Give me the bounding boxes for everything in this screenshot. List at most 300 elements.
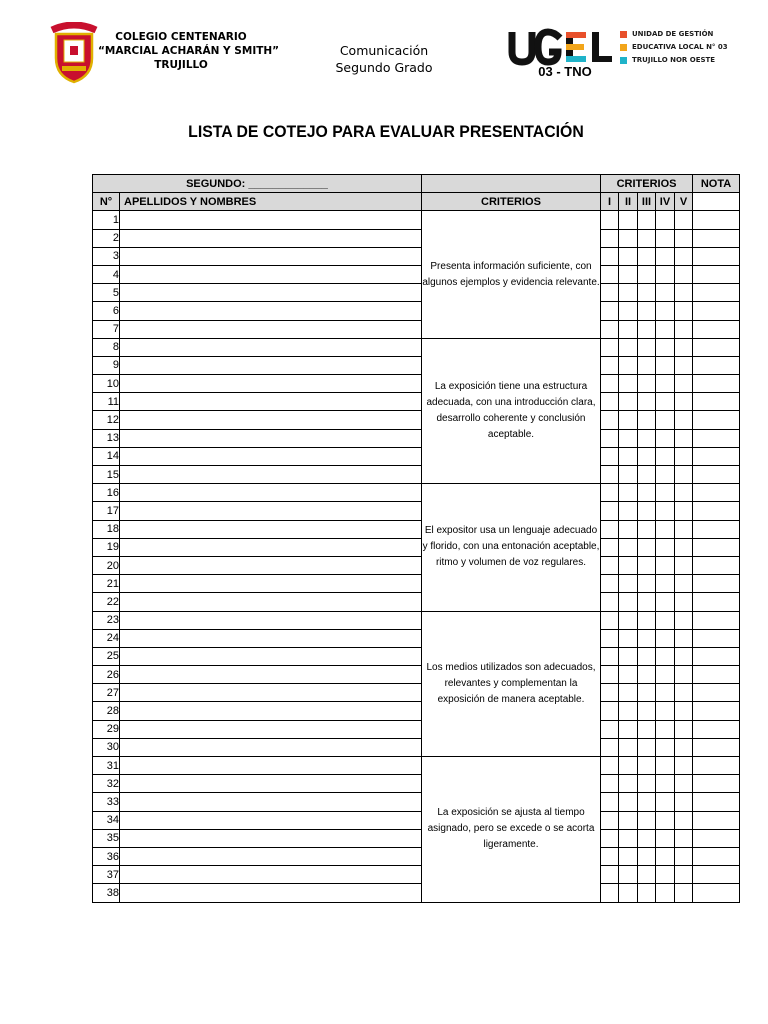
criterion-v-check-cell[interactable] (675, 720, 693, 738)
criterion-iii-check-cell[interactable] (638, 284, 656, 302)
nota-cell[interactable] (693, 284, 740, 302)
row-number: 13 (93, 429, 120, 447)
criterion-ii-check-cell[interactable] (619, 793, 638, 811)
criterion-v-check-cell[interactable] (675, 375, 693, 393)
criterion-i-check-cell[interactable] (601, 247, 619, 265)
nota-cell[interactable] (693, 556, 740, 574)
criterion-iv-check-cell[interactable] (656, 302, 675, 320)
criterion-ii-check-cell[interactable] (619, 466, 638, 484)
criterion-ii-check-cell[interactable] (619, 775, 638, 793)
criterion-v-check-cell[interactable] (675, 593, 693, 611)
criterion-iv-check-cell[interactable] (656, 575, 675, 593)
criterion-description: Presenta información suficiente, con algunos ejemplos y evidencia relevante. (422, 211, 601, 338)
criterion-i-check-cell[interactable] (601, 811, 619, 829)
nota-cell[interactable] (693, 593, 740, 611)
criterion-iii-check-cell[interactable] (638, 211, 656, 229)
criterion-i-check-cell[interactable] (601, 793, 619, 811)
criterion-v-check-cell[interactable] (675, 611, 693, 629)
criterion-iii-check-cell[interactable] (638, 356, 656, 374)
school-name-line3: TRUJILLO (154, 59, 208, 71)
criterion-i-check-cell[interactable] (601, 629, 619, 647)
criterion-iv-check-cell[interactable] (656, 829, 675, 847)
student-name-cell[interactable] (120, 447, 422, 465)
student-name-cell[interactable] (120, 884, 422, 902)
criterion-i-check-cell[interactable] (601, 393, 619, 411)
criterion-iii-check-cell[interactable] (638, 866, 656, 884)
criterion-i-header: I (601, 193, 619, 211)
school-crest-logo (46, 22, 102, 84)
student-name-cell[interactable] (120, 829, 422, 847)
nota-cell[interactable] (693, 229, 740, 247)
criterion-v-check-cell[interactable] (675, 466, 693, 484)
criterion-i-check-cell[interactable] (601, 211, 619, 229)
criterion-iii-check-cell[interactable] (638, 666, 656, 684)
student-name-cell[interactable] (120, 575, 422, 593)
criterion-iv-check-cell[interactable] (656, 229, 675, 247)
criterion-ii-check-cell[interactable] (619, 447, 638, 465)
criterion-iv-check-cell[interactable] (656, 611, 675, 629)
nota-cell[interactable] (693, 811, 740, 829)
nota-cell[interactable] (693, 356, 740, 374)
student-name-cell[interactable] (120, 647, 422, 665)
table-row (93, 847, 740, 865)
row-number: 9 (93, 356, 120, 374)
criterion-iv-check-cell[interactable] (656, 520, 675, 538)
criterion-iv-check-cell[interactable] (656, 320, 675, 338)
criterion-ii-check-cell[interactable] (619, 375, 638, 393)
criterion-iii-check-cell[interactable] (638, 647, 656, 665)
criterion-iii-check-cell[interactable] (638, 484, 656, 502)
table-row (93, 829, 740, 847)
nota-cell[interactable] (693, 375, 740, 393)
criterion-iv-check-cell[interactable] (656, 793, 675, 811)
criterion-v-check-cell[interactable] (675, 393, 693, 411)
criterion-ii-check-cell[interactable] (619, 556, 638, 574)
nota-cell[interactable] (693, 738, 740, 756)
criterion-v-check-cell[interactable] (675, 811, 693, 829)
criterion-i-check-cell[interactable] (601, 466, 619, 484)
criterion-ii-check-cell[interactable] (619, 738, 638, 756)
criterion-i-check-cell[interactable] (601, 702, 619, 720)
criterion-v-check-cell[interactable] (675, 538, 693, 556)
student-name-cell[interactable] (120, 556, 422, 574)
row-number: 38 (93, 884, 120, 902)
criterion-i-check-cell[interactable] (601, 666, 619, 684)
criterion-iii-check-cell[interactable] (638, 502, 656, 520)
criterion-iii-check-cell[interactable] (638, 829, 656, 847)
criterion-iv-check-cell[interactable] (656, 702, 675, 720)
student-name-cell[interactable] (120, 775, 422, 793)
criterion-ii-check-cell[interactable] (619, 629, 638, 647)
criterion-v-check-cell[interactable] (675, 629, 693, 647)
criterion-ii-check-cell[interactable] (619, 575, 638, 593)
criterion-i-check-cell[interactable] (601, 575, 619, 593)
criterion-iv-check-cell[interactable] (656, 338, 675, 356)
criterion-i-check-cell[interactable] (601, 829, 619, 847)
criterion-iv-check-cell[interactable] (656, 466, 675, 484)
table-row (93, 229, 740, 247)
criterion-iv-check-cell[interactable] (656, 775, 675, 793)
criterion-i-check-cell[interactable] (601, 484, 619, 502)
criterion-iv-check-cell[interactable] (656, 538, 675, 556)
criterion-iii-check-cell[interactable] (638, 884, 656, 902)
criterion-ii-check-cell[interactable] (619, 757, 638, 775)
criterion-iii-check-cell[interactable] (638, 757, 656, 775)
criterion-iii-check-cell[interactable] (638, 793, 656, 811)
nota-cell[interactable] (693, 211, 740, 229)
criterion-iii-check-cell[interactable] (638, 338, 656, 356)
criterion-v-check-cell[interactable] (675, 211, 693, 229)
criterion-iv-check-cell[interactable] (656, 720, 675, 738)
criterion-v-check-cell[interactable] (675, 447, 693, 465)
section-label-cell[interactable]: SEGUNDO: _____________ (93, 175, 422, 193)
criterion-iii-check-cell[interactable] (638, 629, 656, 647)
criterion-iv-check-cell[interactable] (656, 684, 675, 702)
criterion-v-check-cell[interactable] (675, 702, 693, 720)
student-name-cell[interactable] (120, 247, 422, 265)
criterion-ii-check-cell[interactable] (619, 884, 638, 902)
criterion-iv-check-cell[interactable] (656, 647, 675, 665)
student-name-cell[interactable] (120, 393, 422, 411)
criterion-v-check-cell[interactable] (675, 666, 693, 684)
criterion-iii-check-cell[interactable] (638, 375, 656, 393)
criterion-ii-check-cell[interactable] (619, 811, 638, 829)
nota-cell[interactable] (693, 629, 740, 647)
criterion-v-check-cell[interactable] (675, 302, 693, 320)
criterion-ii-check-cell[interactable] (619, 829, 638, 847)
nota-cell[interactable] (693, 411, 740, 429)
criterion-iv-check-cell[interactable] (656, 375, 675, 393)
student-name-cell[interactable] (120, 375, 422, 393)
student-name-cell[interactable] (120, 520, 422, 538)
criterion-ii-check-cell[interactable] (619, 611, 638, 629)
row-number: 34 (93, 811, 120, 829)
table-row (93, 247, 740, 265)
nota-cell[interactable] (693, 247, 740, 265)
criterion-v-check-cell[interactable] (675, 320, 693, 338)
criterion-v-check-cell[interactable] (675, 411, 693, 429)
table-row (93, 702, 740, 720)
criterion-i-check-cell[interactable] (601, 684, 619, 702)
row-number: 20 (93, 556, 120, 574)
table-row (93, 484, 740, 502)
ugel-legend-text: EDUCATIVA LOCAL N° 03 (632, 43, 728, 51)
criterion-iii-check-cell[interactable] (638, 575, 656, 593)
student-name-cell[interactable] (120, 284, 422, 302)
row-number: 14 (93, 447, 120, 465)
criterion-iii-check-cell[interactable] (638, 702, 656, 720)
student-name-cell[interactable] (120, 338, 422, 356)
criterion-v-check-cell[interactable] (675, 284, 693, 302)
criterion-v-check-cell[interactable] (675, 247, 693, 265)
criterion-v-check-cell[interactable] (675, 575, 693, 593)
nota-cell[interactable] (693, 775, 740, 793)
criterion-i-check-cell[interactable] (601, 502, 619, 520)
criterion-ii-check-cell[interactable] (619, 666, 638, 684)
criterion-ii-check-cell[interactable] (619, 538, 638, 556)
criterion-i-check-cell[interactable] (601, 520, 619, 538)
criterion-iv-check-cell[interactable] (656, 811, 675, 829)
criterion-iii-check-cell[interactable] (638, 593, 656, 611)
student-name-cell[interactable] (120, 484, 422, 502)
criterion-ii-check-cell[interactable] (619, 647, 638, 665)
nota-cell[interactable] (693, 338, 740, 356)
criterion-iv-check-cell[interactable] (656, 629, 675, 647)
criterion-i-check-cell[interactable] (601, 447, 619, 465)
criterion-iv-check-cell[interactable] (656, 284, 675, 302)
criterion-i-check-cell[interactable] (601, 647, 619, 665)
student-name-cell[interactable] (120, 538, 422, 556)
table-row (93, 593, 740, 611)
criterion-ii-check-cell[interactable] (619, 502, 638, 520)
criterion-iii-check-cell[interactable] (638, 247, 656, 265)
student-name-cell[interactable] (120, 866, 422, 884)
criterion-ii-check-cell[interactable] (619, 320, 638, 338)
criterion-ii-check-cell[interactable] (619, 393, 638, 411)
criterion-iv-check-cell[interactable] (656, 757, 675, 775)
criterion-v-check-cell[interactable] (675, 520, 693, 538)
criterion-i-check-cell[interactable] (601, 284, 619, 302)
criterion-i-check-cell[interactable] (601, 375, 619, 393)
criterion-i-check-cell[interactable] (601, 411, 619, 429)
criterion-iii-check-cell[interactable] (638, 429, 656, 447)
criterion-iii-check-cell[interactable] (638, 265, 656, 283)
criterion-ii-check-cell[interactable] (619, 411, 638, 429)
criterion-v-check-cell[interactable] (675, 829, 693, 847)
student-name-cell[interactable] (120, 502, 422, 520)
criterion-i-check-cell[interactable] (601, 593, 619, 611)
criterion-ii-check-cell[interactable] (619, 265, 638, 283)
student-name-cell[interactable] (120, 320, 422, 338)
criterion-ii-check-cell[interactable] (619, 229, 638, 247)
nota-cell[interactable] (693, 265, 740, 283)
criterion-i-check-cell[interactable] (601, 738, 619, 756)
criterion-iii-check-cell[interactable] (638, 393, 656, 411)
criterion-v-check-cell[interactable] (675, 775, 693, 793)
student-name-cell[interactable] (120, 847, 422, 865)
student-name-cell[interactable] (120, 629, 422, 647)
nota-cell[interactable] (693, 429, 740, 447)
criterion-iii-check-cell[interactable] (638, 556, 656, 574)
student-name-cell[interactable] (120, 411, 422, 429)
criterion-ii-check-cell[interactable] (619, 847, 638, 865)
criterion-iii-check-cell[interactable] (638, 538, 656, 556)
criterion-iii-check-cell[interactable] (638, 684, 656, 702)
criterion-iii-check-cell[interactable] (638, 520, 656, 538)
student-name-cell[interactable] (120, 466, 422, 484)
criterion-v-check-cell[interactable] (675, 738, 693, 756)
criterion-v-check-cell[interactable] (675, 684, 693, 702)
criterion-v-check-cell[interactable] (675, 647, 693, 665)
criterion-i-check-cell[interactable] (601, 538, 619, 556)
student-name-cell[interactable] (120, 593, 422, 611)
criterion-v-check-cell[interactable] (675, 757, 693, 775)
student-name-cell[interactable] (120, 738, 422, 756)
row-number: 24 (93, 629, 120, 647)
criterion-i-check-cell[interactable] (601, 302, 619, 320)
criterion-i-check-cell[interactable] (601, 847, 619, 865)
criterion-ii-check-cell[interactable] (619, 520, 638, 538)
criterion-v-check-cell[interactable] (675, 429, 693, 447)
criterion-i-check-cell[interactable] (601, 757, 619, 775)
criterion-iii-check-cell[interactable] (638, 229, 656, 247)
criterion-v-check-cell[interactable] (675, 866, 693, 884)
criterion-iii-check-cell[interactable] (638, 302, 656, 320)
criterion-v-check-cell[interactable] (675, 793, 693, 811)
criterion-iii-check-cell[interactable] (638, 847, 656, 865)
criterion-i-check-cell[interactable] (601, 556, 619, 574)
criterion-v-check-cell[interactable] (675, 847, 693, 865)
criterion-ii-check-cell[interactable] (619, 593, 638, 611)
student-name-cell[interactable] (120, 793, 422, 811)
student-name-cell[interactable] (120, 211, 422, 229)
row-number: 15 (93, 466, 120, 484)
criterion-ii-check-cell[interactable] (619, 484, 638, 502)
criterion-ii-check-cell[interactable] (619, 720, 638, 738)
student-name-cell[interactable] (120, 811, 422, 829)
criterion-ii-check-cell[interactable] (619, 684, 638, 702)
nota-cell[interactable] (693, 829, 740, 847)
criterion-v-check-cell[interactable] (675, 884, 693, 902)
student-name-cell[interactable] (120, 720, 422, 738)
student-name-cell[interactable] (120, 429, 422, 447)
criterion-iii-check-cell[interactable] (638, 611, 656, 629)
criterion-i-check-cell[interactable] (601, 356, 619, 374)
criterion-i-check-cell[interactable] (601, 229, 619, 247)
criterion-i-check-cell[interactable] (601, 884, 619, 902)
nota-cell[interactable] (693, 502, 740, 520)
criterion-iii-check-cell[interactable] (638, 466, 656, 484)
criterion-ii-check-cell[interactable] (619, 356, 638, 374)
row-number: 35 (93, 829, 120, 847)
criterion-iii-check-cell[interactable] (638, 320, 656, 338)
criterion-ii-check-cell[interactable] (619, 211, 638, 229)
criterion-iv-check-cell[interactable] (656, 247, 675, 265)
nota-cell[interactable] (693, 793, 740, 811)
criterion-ii-check-cell[interactable] (619, 866, 638, 884)
criterion-ii-check-cell[interactable] (619, 302, 638, 320)
criterion-iv-check-cell[interactable] (656, 429, 675, 447)
ugel-legend-text: TRUJILLO NOR OESTE (632, 56, 716, 64)
criterion-iv-check-cell[interactable] (656, 265, 675, 283)
nota-subheader-cell (693, 193, 740, 211)
nota-cell[interactable] (693, 847, 740, 865)
nota-cell[interactable] (693, 393, 740, 411)
criterion-ii-check-cell[interactable] (619, 247, 638, 265)
criterion-ii-check-cell[interactable] (619, 338, 638, 356)
criterion-v-header: V (675, 193, 693, 211)
criterion-iv-check-cell[interactable] (656, 393, 675, 411)
number-column-header: N° (93, 193, 120, 211)
row-number: 26 (93, 666, 120, 684)
nota-cell[interactable] (693, 666, 740, 684)
criterion-i-check-cell[interactable] (601, 720, 619, 738)
nota-cell[interactable] (693, 575, 740, 593)
student-name-cell[interactable] (120, 302, 422, 320)
blank-header-cell (422, 175, 601, 193)
student-name-cell[interactable] (120, 265, 422, 283)
nota-cell[interactable] (693, 611, 740, 629)
criterion-iv-check-cell[interactable] (656, 484, 675, 502)
table-row (93, 793, 740, 811)
criterion-ii-check-cell[interactable] (619, 429, 638, 447)
criterion-iv-check-cell[interactable] (656, 593, 675, 611)
nota-cell[interactable] (693, 720, 740, 738)
criterion-v-check-cell[interactable] (675, 356, 693, 374)
criterion-iv-check-cell[interactable] (656, 884, 675, 902)
subject-course: Comunicación (339, 43, 429, 58)
student-name-cell[interactable] (120, 611, 422, 629)
criterion-iv-check-cell[interactable] (656, 502, 675, 520)
header-row-2 (93, 193, 740, 211)
criterion-v-check-cell[interactable] (675, 556, 693, 574)
criterion-iv-check-cell[interactable] (656, 211, 675, 229)
student-name-cell[interactable] (120, 229, 422, 247)
criterion-iii-check-cell[interactable] (638, 720, 656, 738)
criterios-column-header: CRITERIOS (422, 193, 601, 211)
criterion-iii-check-cell[interactable] (638, 775, 656, 793)
criterion-v-check-cell[interactable] (675, 229, 693, 247)
criterion-i-check-cell[interactable] (601, 320, 619, 338)
criterion-ii-check-cell[interactable] (619, 702, 638, 720)
student-name-cell[interactable] (120, 684, 422, 702)
table-row (93, 556, 740, 574)
criterion-iv-check-cell[interactable] (656, 866, 675, 884)
criterion-v-check-cell[interactable] (675, 502, 693, 520)
nota-cell[interactable] (693, 447, 740, 465)
criterion-iii-check-cell[interactable] (638, 811, 656, 829)
criterion-i-check-cell[interactable] (601, 265, 619, 283)
student-name-cell[interactable] (120, 702, 422, 720)
criterion-i-check-cell[interactable] (601, 429, 619, 447)
criterion-iv-check-cell[interactable] (656, 447, 675, 465)
nota-cell[interactable] (693, 884, 740, 902)
nota-cell[interactable] (693, 320, 740, 338)
nota-cell[interactable] (693, 757, 740, 775)
student-name-cell[interactable] (120, 666, 422, 684)
nota-cell[interactable] (693, 466, 740, 484)
criterion-iii-check-cell[interactable] (638, 738, 656, 756)
criterion-iii-check-cell[interactable] (638, 447, 656, 465)
criterion-i-check-cell[interactable] (601, 338, 619, 356)
criterion-i-check-cell[interactable] (601, 775, 619, 793)
nota-cell[interactable] (693, 647, 740, 665)
nota-cell[interactable] (693, 538, 740, 556)
nota-cell[interactable] (693, 684, 740, 702)
nota-cell[interactable] (693, 484, 740, 502)
criterion-iii-check-cell[interactable] (638, 411, 656, 429)
criterion-ii-check-cell[interactable] (619, 284, 638, 302)
nota-cell[interactable] (693, 520, 740, 538)
criterion-i-check-cell[interactable] (601, 611, 619, 629)
criterion-v-check-cell[interactable] (675, 265, 693, 283)
criterion-iv-check-cell[interactable] (656, 356, 675, 374)
nota-cell[interactable] (693, 302, 740, 320)
criterion-iv-check-cell[interactable] (656, 411, 675, 429)
criterion-iv-check-cell[interactable] (656, 738, 675, 756)
criterion-iv-check-cell[interactable] (656, 666, 675, 684)
nota-cell[interactable] (693, 702, 740, 720)
criterion-i-check-cell[interactable] (601, 866, 619, 884)
student-name-cell[interactable] (120, 356, 422, 374)
criterion-v-check-cell[interactable] (675, 484, 693, 502)
criterion-v-check-cell[interactable] (675, 338, 693, 356)
criterion-iv-check-cell[interactable] (656, 847, 675, 865)
student-name-cell[interactable] (120, 757, 422, 775)
table-row (93, 866, 740, 884)
nota-cell[interactable] (693, 866, 740, 884)
criterion-iv-check-cell[interactable] (656, 556, 675, 574)
